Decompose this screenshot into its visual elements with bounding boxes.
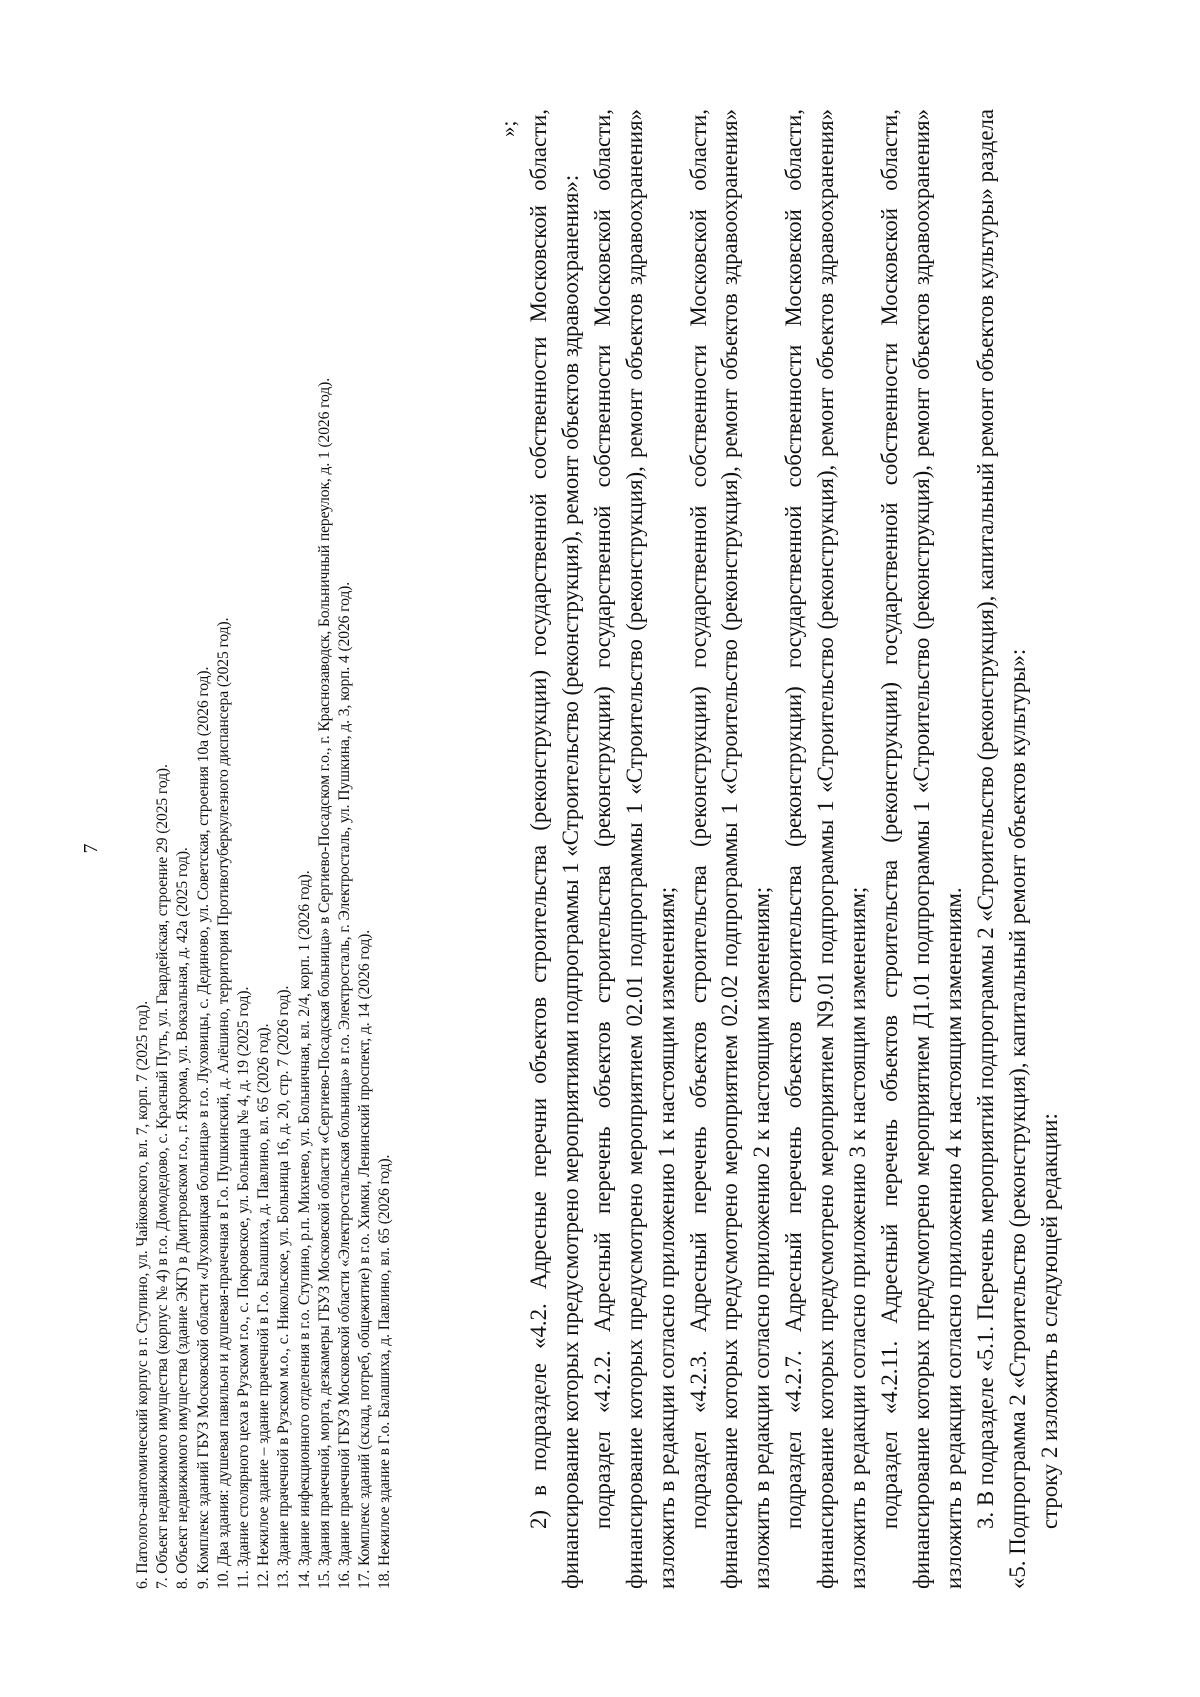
list-item: 13. Здание прачечной в Рузском м.о., с. Никольское, ул. Больница 16, д. 20, стр. 7 (2026 год).: [275, 985, 293, 1589]
list-item: 8. Объект недвижимого имущества (здание ЭКГ) в Дмитровском г.о., г. Яхрома, ул. Вокзальная, д. 42а (2025 год).: [174, 847, 192, 1589]
paragraph-4-2-3: подраздел «4.2.3. Адресный перечень объектов строительства (реконструкции) государственной собственности Московской области, финансирование которых предусмотрено мероприятием 02.02 подпрограммы 1 «Строительство (реконструкция), ремонт объектов здравоохранения» изложить в редакции согласно приложению 2 к настоящим изменениям;: [685, 109, 775, 1589]
list-item: 7. Объект недвижимого имущества (корпус № 4) в г.о. Домодедово, с. Красный Путь, ул. Гвардейская, строение 29 (2025 год).: [154, 764, 172, 1589]
paragraph-item-3: 3. В подразделе «5.1. Перечень мероприятий подпрограммы 2 «Строительство (реконструкция), капитальный ремонт объектов культуры» раздела «5. Подпрограмма 2 «Строительство (реконструкция), капитальный ремонт объектов культуры»:: [972, 109, 1030, 1589]
list-item: 18. Нежилое здание в Г.о. Балашиха, д. Павлино, вл. 65 (2026 год).: [376, 1154, 394, 1589]
list-item: 6. Патолого-анатомический корпус в г. Ступино, ул. Чайковского, вл. 7, корп. 7 (2025 год).: [134, 1000, 151, 1589]
paragraph-row-2: строку 2 изложить в следующей редакции:: [1036, 1113, 1062, 1529]
paragraph-subsection-4-2: 2) в подразделе «4.2. Адресные перечни объектов строительства (реконструкции) государственной собственности Московской области, финансирование которых предусмотрено мероприятиями подпрограммы 1 «Строительство (реконструкция), ремонт объектов здравоохранения»:: [526, 109, 583, 1589]
page-number: 7: [80, 843, 102, 854]
list-item: 9. Комплекс зданий ГБУЗ Московской области «Луховицкая больница» в г.о. Луховицы, с. Дединово, ул. Советская, строения 10а (2026 год).: [194, 666, 212, 1589]
list-item: 17. Комплекс зданий (склад, потреб, общежитие) в г.о. Химки, Ленинский проспект, д. 14 (2026 год).: [356, 929, 374, 1589]
list-item: 11. Здание столярного цеха в Рузском г.о., с. Покровское, ул. Больница № 4, д. 19 (2025 год).: [235, 986, 253, 1589]
closing-quote-mark: »;: [496, 120, 520, 137]
object-list: [133, 109, 396, 1589]
paragraph-4-2-11: подраздел «4.2.11. Адресный перечень объектов строительства (реконструкции) государственной собственности Московской области, финансирование которых предусмотрено мероприятием Д1.01 подпрограммы 1 «Строительство (реконструкция), ремонт объектов здравоохранения» изложить в редакции согласно приложению 4 к настоящим изменениям.: [876, 109, 966, 1589]
paragraph-4-2-2: подраздел «4.2.2. Адресный перечень объектов строительства (реконструкции) государственной собственности Московской области, финансирование которых предусмотрено мероприятием 02.01 подпрограммы 1 «Строительство (реконструкция), ремонт объектов здравоохранения» изложить в редакции согласно приложению 1 к настоящим изменениям;: [589, 109, 679, 1589]
list-item: 15. Здания прачечной, морга, дезкамеры ГБУЗ Московской области «Сергиево-Посадская больница» в Сергиево-Посадском г.о., г. Краснозаводск, Больничный переулок, д. 1 (2026 год).: [315, 377, 333, 1589]
list-item: 10. Два здания: душевая павильон и душевая-прачечная в Г.о. Пушкинский, д. Алёшино, территория Противотуберкулезного диспансера (2025 год).: [214, 617, 232, 1589]
list-item: 16. Здание прачечной ГБУЗ Московской области «Электростальская больница» в г.о. Электросталь, г. Электросталь, ул. Пушкина, д. 3, корп. 4 (2026 год).: [336, 581, 354, 1589]
list-item: 12. Нежилое здание – здание прачечной в Г.о. Балашиха, д. Павлино, вл. 65 (2026 год).: [255, 1023, 273, 1589]
amendment-body: [523, 109, 1065, 1589]
paragraph-4-2-7: подраздел «4.2.7. Адресный перечень объектов строительства (реконструкции) государственной собственности Московской области, финансирование которых предусмотрено мероприятием N9.01 подпрограммы 1 «Строительство (реконструкция), ремонт объектов здравоохранения» изложить в редакции согласно приложению 3 к настоящим изменениям;: [781, 109, 871, 1589]
list-item: 14. Здание инфекционного отделения в г.о. Ступино, р.п. Михнево, ул. Больничная, вл. 2/4, корп. 1 (2026 год).: [295, 870, 313, 1589]
